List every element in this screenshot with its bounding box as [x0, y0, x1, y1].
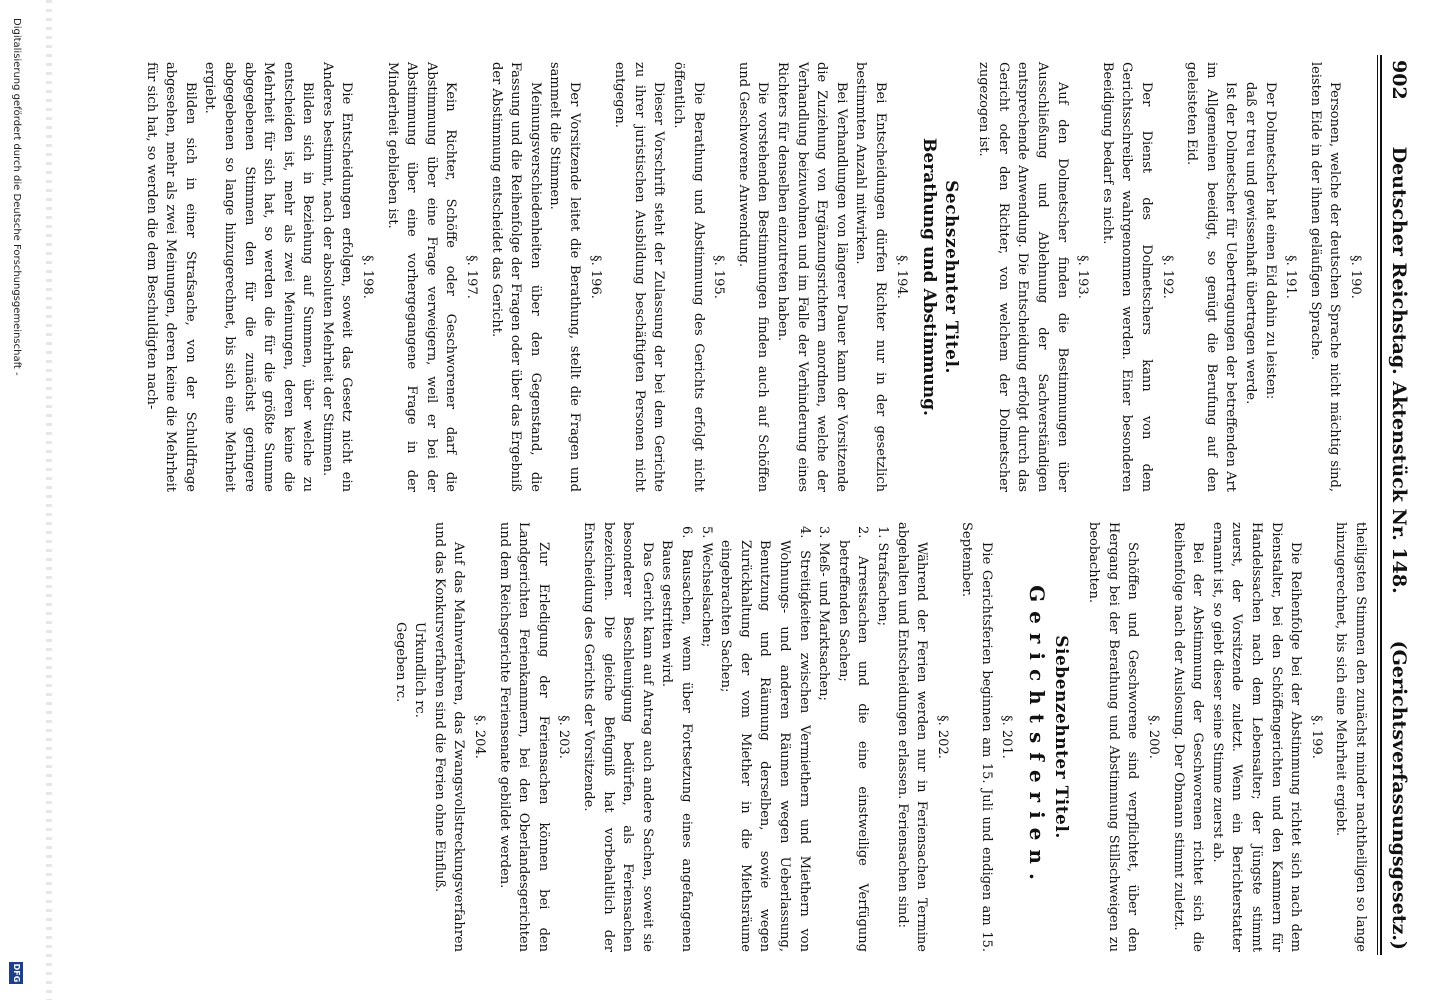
body-paragraph: Schöffen und Geschworene sind verpflichtet, über den Hergang bei der Berathung und Abstimmung Stillschweigen zu beobachten.	[1086, 522, 1141, 952]
body-paragraph: Ist der Dolmetscher für Uebertragungen der betreffenden Art im Allgemeinen beeidigt, so genügt die Berufung auf den geleisteten Eid.	[1184, 62, 1239, 492]
body-paragraph: Die vorstehenden Bestimmungen finden auch auf Schöffen und Geschworene Anwendung.	[735, 62, 771, 492]
body-paragraph: Der Vorsitzende leitet die Berathung, stellt die Fragen und sammelt die Stimmen.	[547, 62, 583, 492]
list-item: 3. Meß- und Marktsachen;	[816, 526, 832, 701]
section-heading: §. 199.	[1308, 715, 1324, 759]
section-heading: §. 200.	[1146, 715, 1162, 759]
list-item: 6. Bausachen, wenn über Fortsetzung eines angefangenen Baues gestritten wird.	[659, 526, 694, 952]
body-paragraph: Der Dienst des Dolmetschers kann von dem Gerichtsschreiber wahrgenommen werden. Einer besonderen Beeidigung bedarf es nicht.	[1099, 62, 1155, 492]
section-heading: §. 195.	[711, 255, 727, 299]
header-right: (Gerichtsverfassungsgesetz.)	[1388, 640, 1410, 950]
list-item: 1. Strafsachen;	[874, 526, 890, 626]
page-number: 902	[1388, 60, 1410, 100]
right-column	[390, 522, 1370, 952]
section-heading: §. 191.	[1283, 255, 1299, 299]
title-subheading: Berathung und Abstimmung.	[919, 138, 940, 416]
header-rule	[1380, 55, 1382, 955]
title-heading: Siebenzehnter Titel.	[1050, 635, 1071, 839]
digitization-credit	[6, 0, 24, 1000]
body-paragraph: Personen, welche der deutschen Sprache nicht mächtig sind, leisten Eide in der ihnen geläufigen Sprache.	[1307, 62, 1343, 492]
body-paragraph: Zur Erledigung der Feriensachen können bei den Landgerichten Ferienkammern, bei den Oberlandesgerichten und dem Reichsgerichte Feriensenate gebildet werden.	[496, 522, 551, 952]
section-heading: §. 194.	[893, 255, 909, 299]
body-paragraph: Die Entscheidungen erfolgen, soweit das Gesetz nicht ein Anderes bestimmt, nach der absoluten Mehrheit der Stimmen.	[319, 62, 355, 492]
list-item: 5. Wechselsachen;	[698, 526, 714, 648]
body-paragraph: Während der Ferien werden nur in Feriensachen Termine abgehalten und Entscheidungen erlassen. Feriensachen sind:	[894, 522, 930, 952]
body-paragraph: Die Berathung und Abstimmung des Gerichts erfolgt nicht öffentlich.	[671, 62, 706, 492]
body-paragraph: Bei der Abstimmung der Geschworenen richtet sich die Reihenfolge nach der Auslosung. Der Obmann stimmt zuletzt.	[1170, 522, 1206, 952]
section-heading: §. 202.	[934, 715, 950, 759]
body-paragraph: Der Dolmetscher hat einen Eid dahin zu leisten:	[1262, 82, 1278, 400]
section-heading: §. 192.	[1159, 255, 1175, 299]
section-heading: §. 203.	[556, 715, 572, 759]
section-heading: §. 190.	[1348, 255, 1363, 299]
section-heading: §. 196.	[587, 255, 603, 299]
scan-edge-noise	[46, 0, 52, 1000]
running-header	[1386, 60, 1410, 950]
body-paragraph: Bei Entscheidungen dürfen Richter nur in der gesetzlich bestimmten Anzahl mitwirken.	[853, 62, 888, 492]
dfg-logo: DFG	[9, 962, 23, 984]
section-heading: §. 193.	[1075, 255, 1091, 299]
left-column	[141, 62, 1370, 492]
body-paragraph: Die Gerichtsferien beginnen am 15. Juli und endigen am 15. September.	[959, 522, 994, 952]
body-paragraph: Auf das Mahnverfahren, das Zwangsvollstreckungsverfahren und das Konkursverfahren sind die Ferien ohne Einfluß.	[431, 522, 467, 952]
body-paragraph: Bilden sich in Beziehung auf Summen, über welche zu entscheiden ist, mehr als zwei Meinungen, deren keine die Mehrheit für sich hat, so werden die für die größte Summe abgegebenen Stimmen den für die zunächst geringere abgegebenen so lange hinzugerechnet, bis sich eine Mehrheit ergiebt.	[202, 62, 316, 492]
body-paragraph: Dieser Vorschrift steht der Zulassung der bei dem Gerichte zu ihrer juristischen Ausbildung beschäftigten Personen nicht entgegen.	[612, 62, 667, 492]
section-heading: §. 201.	[999, 715, 1015, 759]
header-rule-thin	[1377, 55, 1378, 955]
header-center: Deutscher Reichstag. Aktenstück Nr. 148.	[1388, 146, 1410, 594]
body-paragraph: Bei Verhandlungen von längerer Dauer kann der Vorsitzende die Zuziehung von Ergänzungsrichtern anordnen, welche der Verhandlung beizuwohnen und im Falle der Verhinderung eines Richters für denselben einzutreten haben.	[774, 62, 849, 492]
body-paragraph: Das Gericht kann auf Antrag auch andere Sachen, soweit sie besonderer Beschleunigung bedürfen, als Feriensachen bezeichnen. Die gleiche Befugniß hat vorbehaltlich der Entscheidung des Gerichts der Vorsitzende.	[581, 522, 655, 952]
credit-text: Digitalisierung gefördert durch die Deutsche Forschungsgemeinschaft -	[11, 18, 22, 376]
body-paragraph: Meinungsverschiedenheiten über den Gegenstand, die Fassung und die Reihenfolge der Fragen oder über das Ergebniß der Abstimmung entscheidet das Gericht.	[488, 62, 543, 492]
list-item: 2. Arrestsachen und die eine einstweilige Verfügung betreffenden Sachen;	[835, 526, 871, 952]
body-paragraph: Bilden sich in einer Strafsache, von der Schuldfrage abgesehen, mehr als zwei Meinungen, deren keine die Mehrheit für sich hat, so werden die dem Beschuldigten nach-	[143, 62, 198, 492]
title-heading: Sechszehnter Titel.	[940, 180, 961, 374]
title-subheading: Gerichtsferien.	[1025, 585, 1050, 889]
section-heading: §. 197.	[464, 255, 480, 299]
list-item: 4. Streitigkeiten zwischen Vermiethern und Miethern von Wohnungs- und anderen Räumen wegen Ueberlassung, Benutzung und Räumung derselben, sowie wegen Zurückhaltung der vom Miether in die Miethsräume eingebrachten Sachen;	[718, 526, 812, 952]
section-heading: §. 204.	[472, 715, 488, 759]
signature-line: Urkundlich rc.	[412, 622, 428, 718]
body-paragraph: daß er treu und gewissenhaft übertragen werde.	[1243, 82, 1259, 405]
section-heading: §. 198.	[360, 255, 376, 299]
body-paragraph: theiligsten Stimmen den zunächst minder nachtheiligen so lange hinzugerechnet, bis sich eine Mehrheit ergiebt.	[1333, 522, 1368, 952]
body-paragraph: Auf den Dolmetscher finden die Bestimmungen über Ausschließung und Ablehnung der Sachverständigen entsprechende Anwendung. Die Entscheidung erfolgt durch das Gericht oder den Richter, von welchem der Dolmetscher zugezogen ist.	[976, 62, 1070, 492]
body-paragraph: Kein Richter, Schöffe oder Geschworener darf die Abstimmung über eine Frage verweigern, weil er bei der Abstimmung über eine vorhergegangene Frage in der Minderheit geblieben ist.	[384, 62, 459, 492]
body-paragraph: Die Reihenfolge bei der Abstimmung richtet sich nach dem Dienstalter, bei den Schöffengerichten und den Kammern für Handelssachen nach dem Lebensalter; der Jüngste stimmt zuerst, der Vorsitzende zuletzt. Wenn ein Berichterstatter ernannt ist, so giebt dieser seine Stimme zuerst ab.	[1209, 522, 1304, 952]
feriensachen-list	[657, 522, 892, 952]
signature-line: Gegeben rc.	[392, 622, 408, 703]
